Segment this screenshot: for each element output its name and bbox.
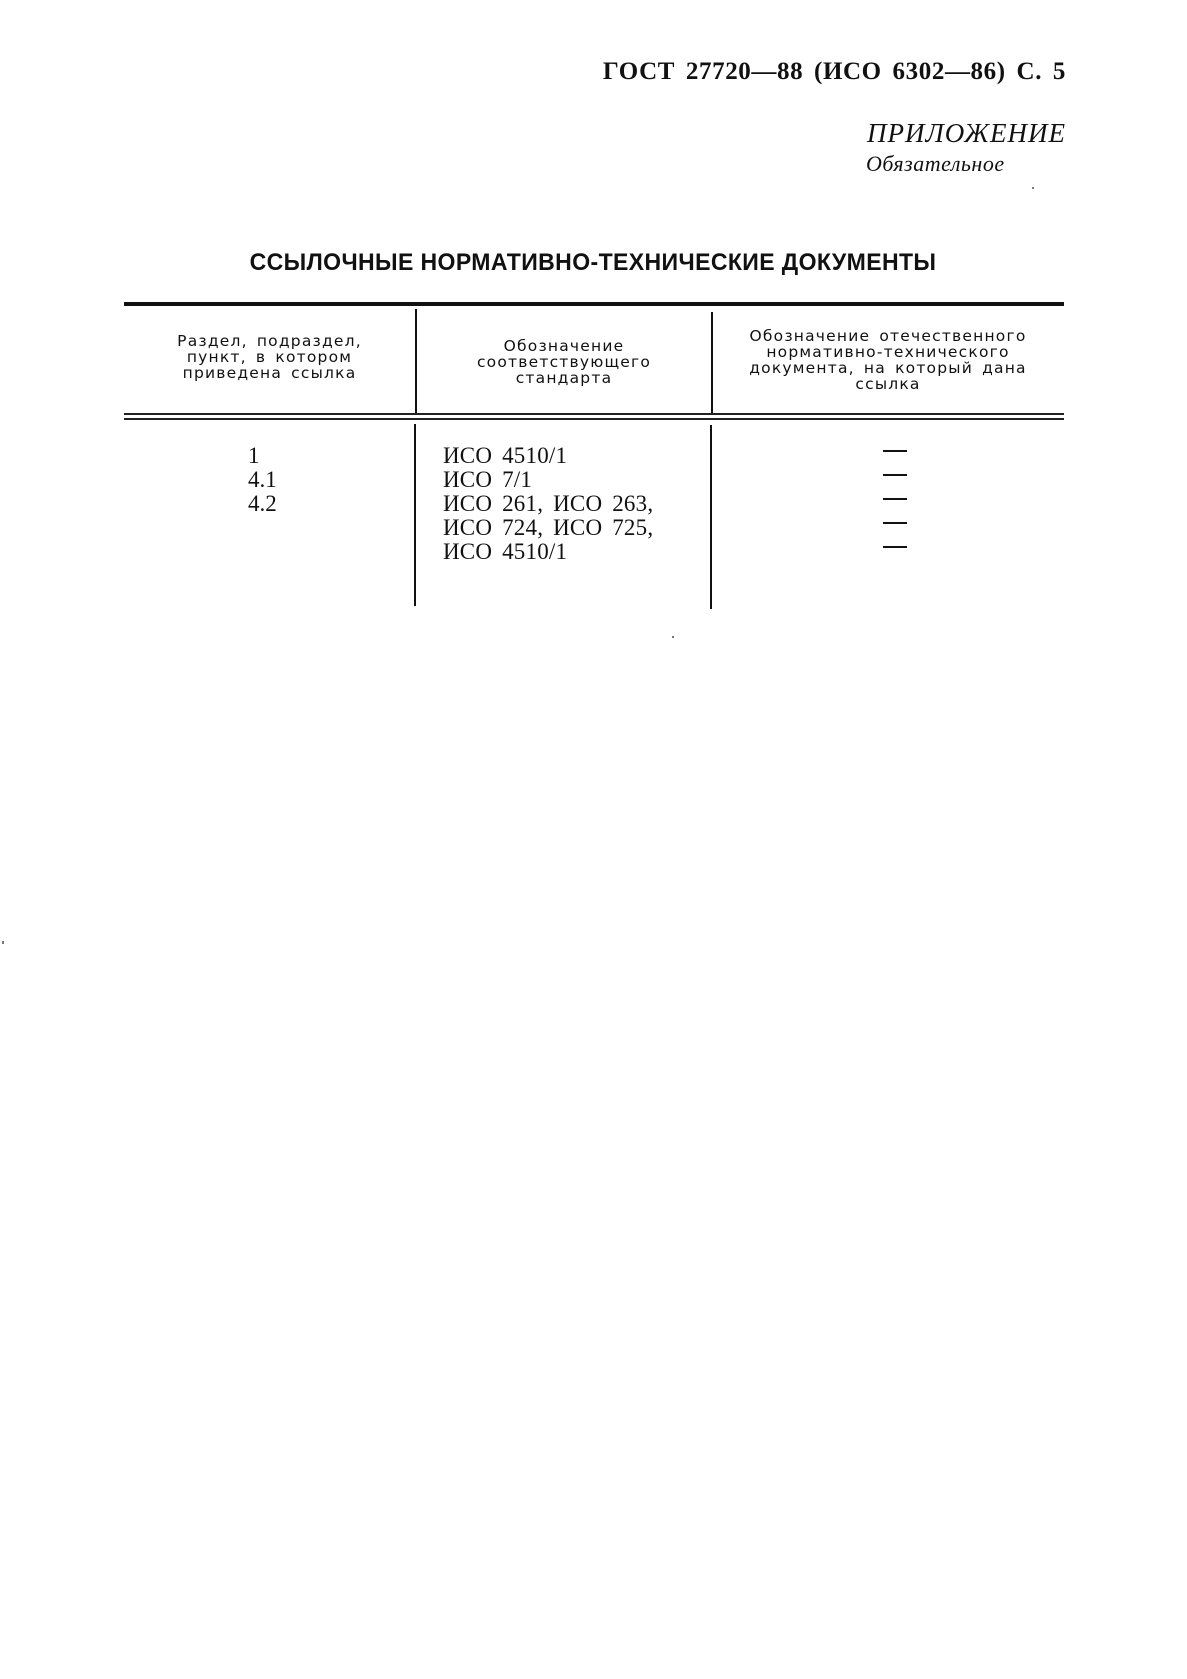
scan-speck <box>672 636 674 638</box>
header-line: документа, на который дана <box>749 359 1027 377</box>
header-line: приведена ссылка <box>182 364 357 382</box>
scan-speck <box>2 941 4 944</box>
table-cell-domestic-documents <box>883 450 909 570</box>
running-header: ГОСТ 27720—88 (ИСО 6302—86) С. 5 <box>602 58 1066 85</box>
table-header-domestic-document <box>713 328 1063 392</box>
header-line: нормативно-технического <box>766 343 1010 361</box>
table-header-standard <box>417 338 711 386</box>
dash-mark <box>883 498 907 500</box>
table-cell-standards <box>443 444 653 564</box>
table-top-rule <box>124 302 1064 306</box>
section-number: 4.2 <box>248 491 277 516</box>
section-title: ССЫЛОЧНЫЕ НОРМАТИВНО-ТЕХНИЧЕСКИЕ ДОКУМЕНТЫ <box>249 249 937 276</box>
dash-mark <box>883 450 907 452</box>
standard-line: ИСО 724, ИСО 725, <box>443 515 654 540</box>
dash-mark <box>883 474 907 476</box>
scan-speck <box>1032 187 1034 189</box>
dash-mark <box>883 546 907 548</box>
header-double-rule-upper <box>124 413 1064 415</box>
header-line: Обозначение <box>503 337 625 355</box>
dash-mark <box>883 522 907 524</box>
standard-line: ИСО 4510/1 <box>443 539 568 564</box>
appendix-status: Обязательное <box>866 151 1005 176</box>
section-number: 4.1 <box>248 467 277 492</box>
standard-line: ИСО 4510/1 <box>443 443 568 468</box>
header-double-rule-lower <box>124 418 1064 420</box>
column-divider-2-body <box>710 425 712 609</box>
header-line: Раздел, подраздел, <box>177 332 362 350</box>
standard-line: ИСО 7/1 <box>443 467 533 492</box>
standard-line: ИСО 261, ИСО 263, <box>443 491 654 516</box>
appendix-label: ПРИЛОЖЕНИЕ <box>867 118 1066 148</box>
header-line: Обозначение отечественного <box>749 327 1027 345</box>
header-line: пункт, в котором <box>186 348 353 366</box>
header-line: ссылка <box>855 375 921 393</box>
section-number: 1 <box>248 443 260 468</box>
table-cell-sections <box>124 444 415 516</box>
header-line: соответствующего <box>476 353 652 371</box>
table-header-section <box>124 333 415 381</box>
header-line: стандарта <box>515 369 613 387</box>
